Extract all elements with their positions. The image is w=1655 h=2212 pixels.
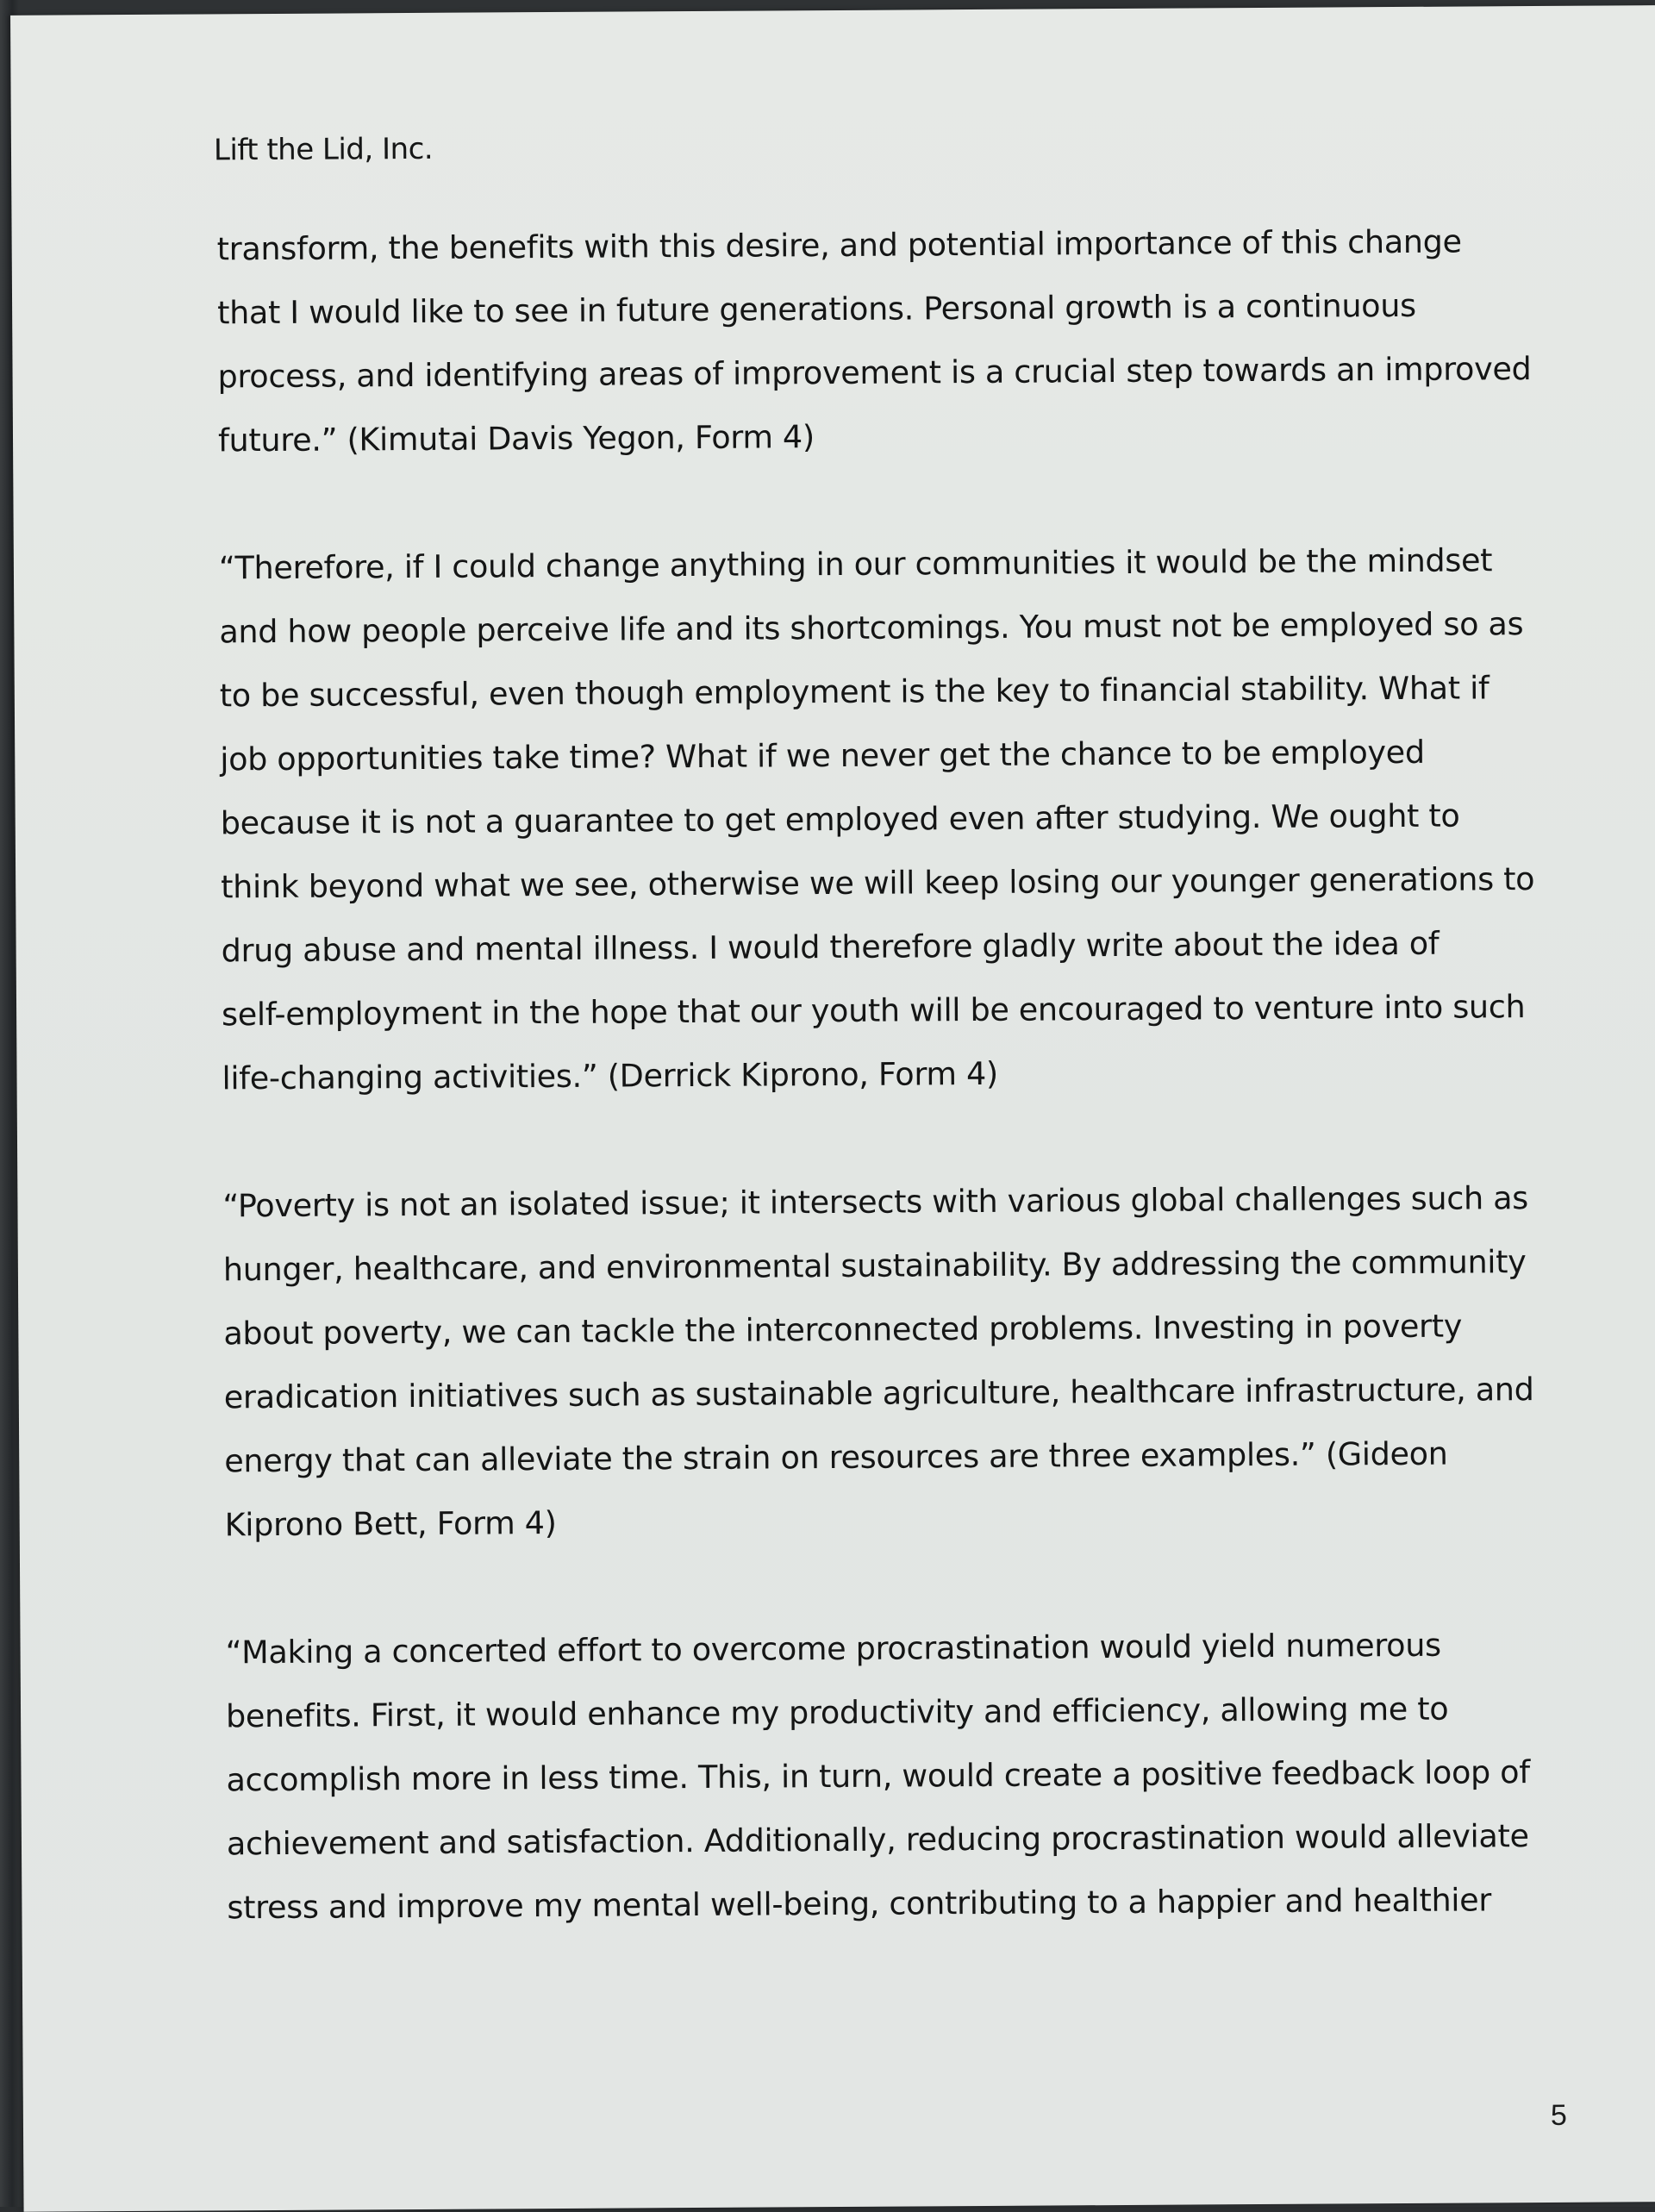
text-line: hunger, healthcare, and environmental sustainability. By addressing the community <box>222 1243 1527 1289</box>
text-line: accomplish more in less time. This, in turn, would create a positive feedback loop of <box>226 1753 1530 1799</box>
paragraph-quote-gideon-bett <box>222 1166 1570 1558</box>
text-line: that I would like to see in future generations. Personal growth is a continuous <box>216 286 1416 332</box>
text-line: drug abuse and mental illness. I would therefore gladly write about the idea of <box>221 924 1440 970</box>
text-line: benefits. First, it would enhance my productivity and efficiency, allowing me to <box>225 1690 1449 1735</box>
text-line: “Therefore, if I could change anything in our communities it would be the mindset <box>218 541 1493 587</box>
text-line: to be successful, even though employment is the key to financial stability. What if <box>219 669 1490 715</box>
paragraph-quote-yegon <box>216 209 1563 473</box>
text-line: “Making a concerted effort to overcome procrastination would yield numerous <box>225 1626 1441 1671</box>
text-line: job opportunities take time? What if we never get the chance to be employed <box>220 733 1425 778</box>
text-line: life-changing activities.” (Derrick Kiprono, Form 4) <box>222 1054 998 1097</box>
text-line: achievement and satisfaction. Additionally, reducing procrastination would alleviate <box>226 1817 1529 1863</box>
text-line: Kiprono Bett, Form 4) <box>224 1503 557 1544</box>
text-line: self-employment in the hope that our youth will be encouraged to venture into such <box>221 988 1526 1034</box>
text-line: “Poverty is not an isolated issue; it intersects with various global challenges such as <box>222 1179 1529 1225</box>
paragraph-quote-procrastination <box>225 1613 1571 1940</box>
document-body <box>216 209 1572 2003</box>
text-line: because it is not a guarantee to get employed even after studying. We ought to <box>220 797 1460 842</box>
text-line: think beyond what we see, otherwise we will keep losing our younger generations to <box>221 860 1535 906</box>
page-number: 5 <box>1550 2098 1567 2132</box>
text-line: stress and improve my mental well-being, contributing to a happier and healthier <box>227 1881 1492 1927</box>
text-line: energy that can alleviate the strain on resources are three examples.” (Gideon <box>224 1434 1448 1480</box>
text-line: future.” (Kimutai Davis Yegon, Form 4) <box>217 418 815 459</box>
text-line: and how people perceive life and its shortcomings. You must not be employed so as <box>219 605 1524 651</box>
text-line: transform, the benefits with this desire, and potential importance of this change <box>216 222 1462 268</box>
text-line: process, and identifying areas of improvement is a crucial step towards an improved <box>217 350 1532 396</box>
paragraph-quote-derrick-kiprono <box>219 528 1567 1111</box>
text-line: about poverty, we can tackle the interconnected problems. Investing in poverty <box>223 1307 1463 1353</box>
document-page <box>10 5 1655 2212</box>
page-header-title: Lift the Lid, Inc. <box>213 131 434 168</box>
text-line: eradication initiatives such as sustainable agriculture, healthcare infrastructure, and <box>223 1371 1534 1416</box>
